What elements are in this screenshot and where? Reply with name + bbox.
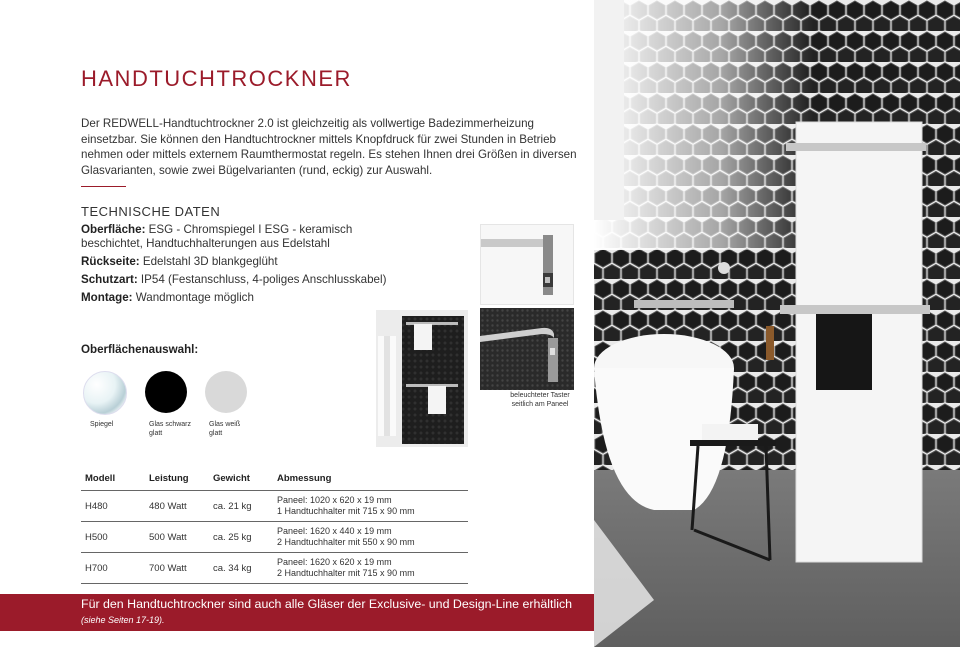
- table-row: [81, 553, 468, 584]
- cell-dimension: [273, 553, 468, 584]
- cell-model: H500: [81, 522, 145, 553]
- dim-line: 2 Handtuchhalter mit 550 x 90 mm: [277, 537, 415, 547]
- tech-row-protection: [81, 273, 411, 287]
- page-title: HANDTUCHTROCKNER: [81, 66, 352, 91]
- swatch-white-glass: [205, 371, 247, 413]
- cell-model: H700: [81, 553, 145, 584]
- detail-photo-holder: [480, 224, 574, 305]
- tech-value: Wandmontage möglich: [135, 291, 254, 304]
- footer-banner-text: [81, 597, 591, 628]
- tech-row-back: [81, 255, 411, 269]
- tech-specs: [81, 223, 411, 305]
- cell-power: 480 Watt: [145, 491, 209, 522]
- accent-divider: [81, 186, 126, 187]
- dim-line: Paneel: 1020 x 620 x 19 mm: [277, 495, 392, 505]
- cell-weight: ca. 21 kg: [209, 491, 273, 522]
- tech-row-mounting: [81, 291, 411, 305]
- product-photo: [376, 310, 468, 447]
- col-header: Abmessung: [273, 470, 468, 491]
- spec-table: [81, 470, 468, 584]
- cell-weight: ca. 34 kg: [209, 553, 273, 584]
- swatch-label-mirror: Spiegel: [90, 421, 114, 428]
- tech-label: Schutzart:: [81, 273, 138, 286]
- banner-note: (siehe Seiten 17-19).: [81, 615, 165, 625]
- cell-dimension: [273, 491, 468, 522]
- banner-main-text: Für den Handtuchtrockner sind auch alle Gläser der Exclusive- und Design-Line erhältlich: [81, 597, 573, 611]
- detail-caption: beleuchteter Taster seitlich am Paneel: [510, 392, 570, 408]
- col-header: Leistung: [145, 470, 209, 491]
- cell-weight: ca. 25 kg: [209, 522, 273, 553]
- tech-value: ESG - Chromspiegel I ESG - keramisch beschichtet, Handtuchhalterungen aus Edelstahl: [81, 223, 353, 250]
- cell-model: H480: [81, 491, 145, 522]
- swatch-label-black: Glas schwarz glatt: [149, 421, 192, 437]
- table-row: [81, 491, 468, 522]
- tech-label: Rückseite:: [81, 255, 140, 268]
- bathroom-photo: [594, 0, 960, 647]
- surface-heading: Oberflächenauswahl:: [81, 343, 199, 356]
- dim-line: 1 Handtuchhalter mit 715 x 90 mm: [277, 506, 415, 516]
- col-header: Gewicht: [209, 470, 273, 491]
- detail-photo-button: [480, 308, 574, 390]
- tech-value: Edelstahl 3D blankgeglüht: [142, 255, 278, 268]
- table-header-row: [81, 470, 468, 491]
- tech-heading: TECHNISCHE DATEN: [81, 204, 221, 219]
- cell-power: 700 Watt: [145, 553, 209, 584]
- cell-power: 500 Watt: [145, 522, 209, 553]
- tech-label: Oberfläche:: [81, 223, 146, 236]
- dim-line: Paneel: 1620 x 620 x 19 mm: [277, 557, 392, 567]
- swatch-black-glass: [145, 371, 187, 413]
- table-row: [81, 522, 468, 553]
- dim-line: Paneel: 1620 x 440 x 19 mm: [277, 526, 392, 536]
- col-header: Modell: [81, 470, 145, 491]
- tech-row-surface: [81, 223, 411, 251]
- swatch-label-white: Glas weiß glatt: [209, 421, 241, 437]
- tech-value: IP54 (Festanschluss, 4-poliges Anschlusskabel): [140, 273, 387, 286]
- cell-dimension: [273, 522, 468, 553]
- swatch-mirror: [83, 371, 127, 415]
- tech-label: Montage:: [81, 291, 133, 304]
- dim-line: 2 Handtuchhalter mit 715 x 90 mm: [277, 568, 415, 578]
- intro-paragraph: Der REDWELL-Handtuchtrockner 2.0 ist gleichzeitig als vollwertige Badezimmerheizung einsetzbar. Sie können den Handtuchtrockner mittels Knopfdruck für zwei Stunden in Betrieb nehmen oder mittels externem Raumthermostat regeln. Es stehen Ihnen drei Größen in diversen Glasvarianten, sowie zwei Bügelvarianten (rund, eckig) zur Auswahl.: [81, 117, 577, 177]
